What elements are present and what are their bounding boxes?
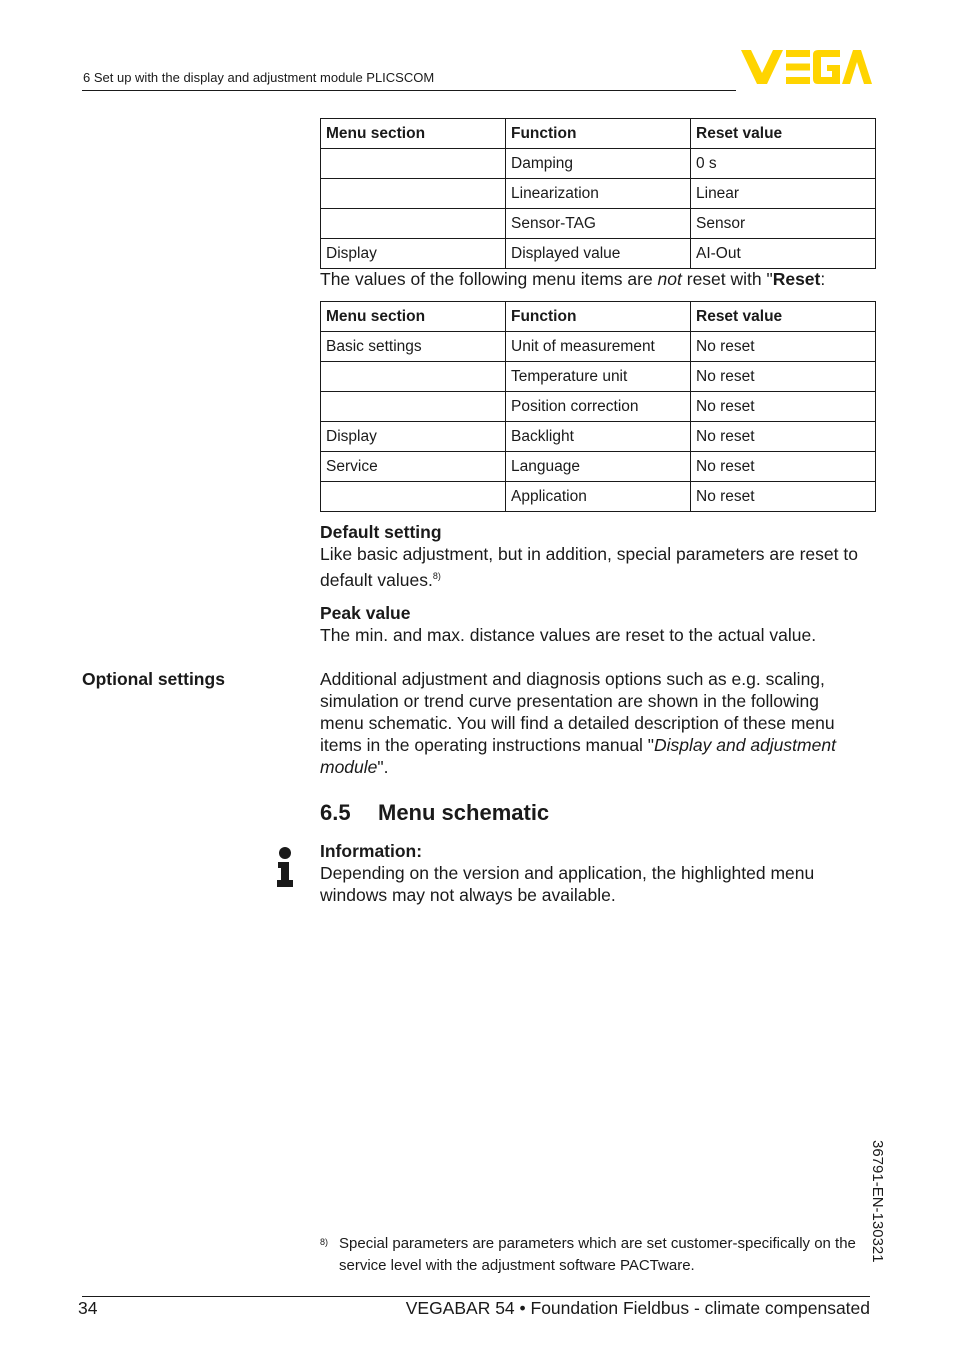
- column-header: Menu section: [321, 302, 506, 332]
- footnote-text: Special parameters are parameters which are set customer-specifically on the service level with the adjustment software PACTware.: [339, 1235, 856, 1274]
- table-cell: Application: [506, 482, 691, 512]
- column-header: Function: [506, 119, 691, 149]
- table-cell: Unit of measurement: [506, 332, 691, 362]
- table-cell: No reset: [691, 482, 876, 512]
- table-row: [321, 392, 876, 422]
- table-cell: Temperature unit: [506, 362, 691, 392]
- peak-value-text: The min. and max. distance values are reset to the actual value.: [320, 625, 817, 645]
- table-row: [321, 209, 876, 239]
- table-cell: No reset: [691, 392, 876, 422]
- table-cell: No reset: [691, 422, 876, 452]
- table-cell: [321, 149, 506, 179]
- table-cell: Displayed value: [506, 239, 691, 269]
- vega-logo: [741, 50, 872, 84]
- table-cell: Position correction: [506, 392, 691, 422]
- optional-settings-body: Additional adjustment and diagnosis options such as e.g. scaling, simulation or trend curve presentation are shown in the following menu schematic. You will find a detailed description of these menu items in the operating instructions manual ": [320, 669, 835, 755]
- table-row: [321, 482, 876, 512]
- information-heading: Information:: [320, 841, 423, 861]
- table-row: [321, 179, 876, 209]
- table-cell: No reset: [691, 452, 876, 482]
- section-title: Menu schematic: [378, 800, 550, 825]
- not-reset-table: [320, 301, 876, 512]
- table-row: [321, 149, 876, 179]
- table-cell: Service: [321, 452, 506, 482]
- default-setting-heading: Default setting: [320, 522, 442, 542]
- section-heading: [320, 800, 549, 826]
- column-header: Reset value: [691, 119, 876, 149]
- table-row: [321, 362, 876, 392]
- table-cell: No reset: [691, 332, 876, 362]
- table-cell: 0 s: [691, 149, 876, 179]
- intro-text: :: [820, 269, 826, 289]
- running-header: 6 Set up with the display and adjustment module PLICSCOM: [83, 70, 435, 85]
- column-header: Menu section: [321, 119, 506, 149]
- footer-rule: [82, 1296, 870, 1297]
- optional-settings-text: [320, 668, 860, 778]
- table-header-row: [321, 302, 876, 332]
- table-cell: [321, 392, 506, 422]
- information-text: Depending on the version and application, the highlighted menu windows may not always be available.: [320, 863, 815, 905]
- table-cell: [321, 362, 506, 392]
- table-row: [321, 332, 876, 362]
- default-setting-body: Like basic adjustment, but in addition, special parameters are reset to default values.: [320, 544, 858, 590]
- table-cell: [321, 209, 506, 239]
- table-cell: [321, 179, 506, 209]
- column-header: Reset value: [691, 302, 876, 332]
- table-row: [321, 452, 876, 482]
- column-header: Function: [506, 302, 691, 332]
- header-rule: [82, 90, 736, 91]
- intro-bold: Reset: [772, 269, 821, 289]
- table-row: [321, 422, 876, 452]
- default-setting-text: [320, 543, 880, 591]
- optional-settings-label: Optional settings: [82, 669, 225, 689]
- table-row: [321, 239, 876, 269]
- info-icon: [275, 847, 295, 887]
- table-cell: No reset: [691, 362, 876, 392]
- table-cell: Linearization: [506, 179, 691, 209]
- table-cell: AI-Out: [691, 239, 876, 269]
- table-cell: Linear: [691, 179, 876, 209]
- page-number: 34: [78, 1298, 98, 1318]
- footnote-reference: 8): [432, 571, 441, 581]
- optional-settings-body-end: ".: [377, 757, 389, 777]
- table-cell: Display: [321, 422, 506, 452]
- table-cell: Sensor-TAG: [506, 209, 691, 239]
- peak-value-heading: Peak value: [320, 603, 411, 623]
- table-cell: Sensor: [691, 209, 876, 239]
- table-cell: Display: [321, 239, 506, 269]
- document-number: 36791-EN-130321: [869, 1140, 886, 1263]
- document-title: VEGABAR 54 • Foundation Fieldbus - climate compensated: [405, 1298, 870, 1318]
- table-cell: Damping: [506, 149, 691, 179]
- section-number: 6.5: [320, 800, 351, 825]
- table-cell: [321, 482, 506, 512]
- table-header-row: [321, 119, 876, 149]
- not-reset-intro: [320, 268, 825, 290]
- table-cell: Backlight: [506, 422, 691, 452]
- table-cell: Language: [506, 452, 691, 482]
- manual-title: Display and adjustment module: [320, 735, 836, 777]
- reset-values-table: [320, 118, 876, 269]
- intro-text: The values of the following menu items are: [320, 269, 658, 289]
- footnote-mark: 8): [320, 1237, 329, 1247]
- intro-italic: not: [657, 269, 682, 289]
- intro-text: reset with ": [681, 269, 773, 289]
- table-cell: Basic settings: [321, 332, 506, 362]
